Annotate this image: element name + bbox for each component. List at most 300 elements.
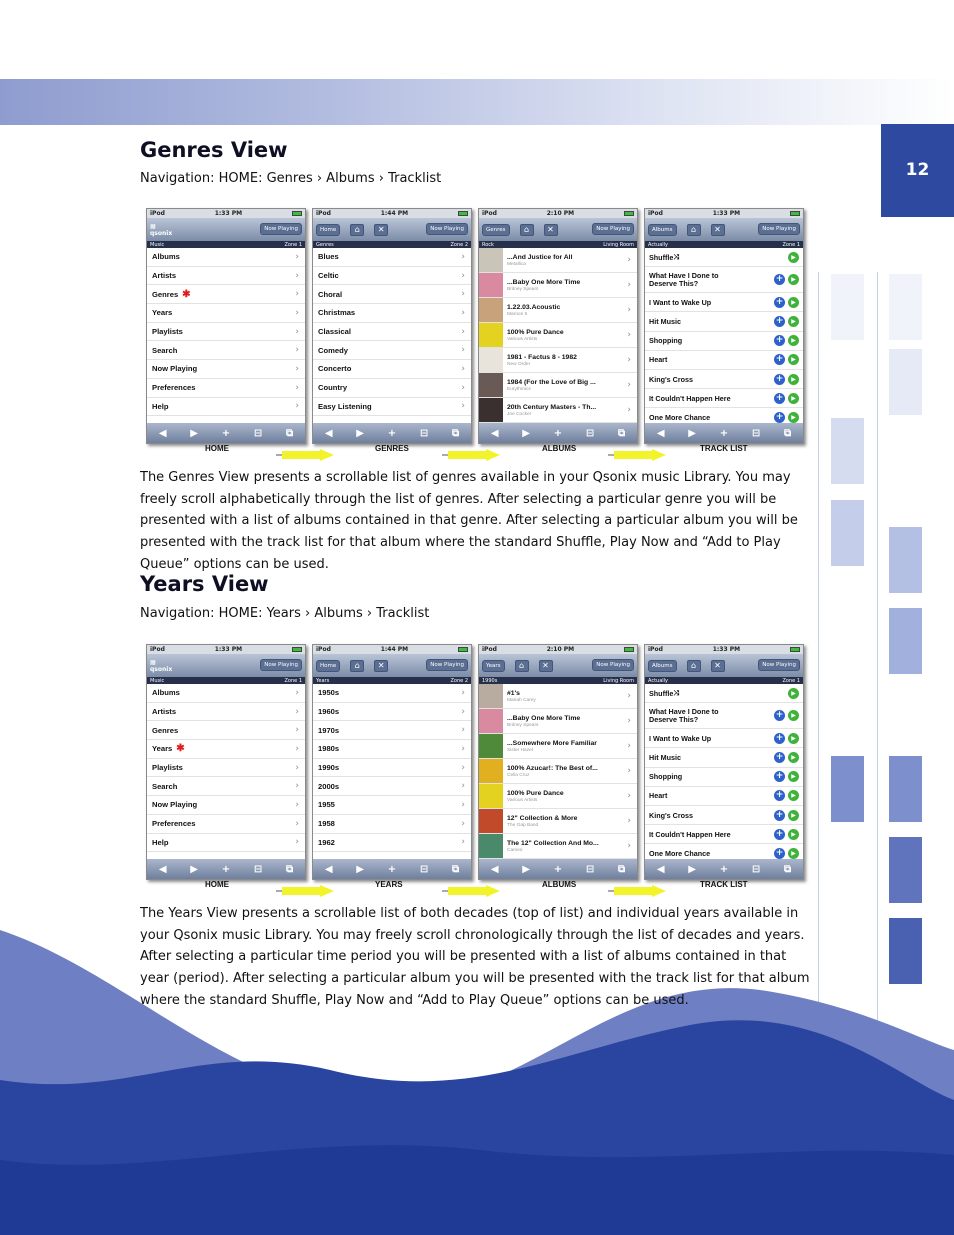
album-title: The 12" Collection And Mo... [507,839,599,847]
battery-icon [292,647,302,652]
menu-item[interactable] [147,759,305,778]
album-row[interactable] [479,298,637,323]
track-title: What Have I Done to Deserve This? [649,270,719,288]
back-icon[interactable]: ◀ [158,427,167,439]
menu-item-label: Playlists [152,327,183,337]
menu-item[interactable] [147,379,305,398]
shuffle-row[interactable] [645,684,803,703]
home-icon[interactable]: ⌂ [350,224,364,236]
shuffle-label: Shuffle [649,688,674,698]
album-artist: Maroon 5 [507,311,528,317]
album-art [479,734,503,758]
chevron-right-icon: › [295,289,299,300]
album-title: 12" Collection & More [507,814,578,822]
play-icon[interactable]: ▶ [788,393,799,404]
back-icon[interactable]: ◀ [490,863,499,875]
track-title: One More Chance [649,412,711,422]
menu-item[interactable] [147,323,305,342]
pages-icon[interactable]: ⧉ [285,427,294,439]
forward-icon[interactable]: ▶ [522,427,530,439]
play-icon[interactable]: ▶ [788,771,799,782]
list-item[interactable] [313,721,471,740]
track-row[interactable] [645,312,803,331]
chevron-right-icon: › [295,743,299,754]
chevron-right-icon: › [627,255,631,265]
chevron-right-icon: › [627,791,631,801]
play-icon[interactable]: ▶ [788,688,799,699]
track-title: It Couldn't Happen Here [649,829,731,839]
phone-albums-screen [478,208,638,444]
yellow-arrow-icon [608,449,668,461]
list-item[interactable] [313,398,471,417]
list-item[interactable] [313,703,471,722]
context-label: Actually [648,241,669,248]
row-buttons [774,393,799,404]
browser-toolbar [313,423,471,443]
menu-item[interactable] [147,248,305,267]
shuffle-icon: ⤨ [673,252,680,262]
album-art [479,373,503,397]
play-icon[interactable]: ▶ [788,316,799,327]
row-buttons [788,252,799,263]
album-artist: Various Artists [507,797,538,803]
bookmarks-icon[interactable]: ⊟ [585,427,595,439]
play-icon[interactable]: ▶ [788,848,799,859]
phone-tracklist-screen [644,208,804,444]
list-item[interactable] [313,759,471,778]
album-artist: New Order [507,361,531,367]
row-buttons [774,848,799,859]
zone-label: Zone 1 [782,677,800,684]
add-to-queue-icon[interactable]: + [775,809,784,820]
add-to-queue-icon[interactable]: + [775,828,784,839]
album-art [479,298,503,322]
decorative-square [889,837,922,903]
track-row[interactable] [645,267,803,293]
battery-icon [624,211,634,216]
play-icon[interactable]: ▶ [788,335,799,346]
chevron-right-icon: › [295,762,299,773]
bookmarks-icon[interactable]: ⊟ [751,863,761,875]
screenshot-strip [146,644,810,894]
album-art [479,348,503,372]
track-row[interactable] [645,370,803,389]
chevron-right-icon: › [461,837,465,848]
album-text [507,279,619,292]
tools-icon[interactable]: ✕ [374,224,388,236]
add-to-queue-icon[interactable]: + [775,790,784,801]
menu-item[interactable] [147,777,305,796]
chevron-right-icon: › [627,305,631,315]
add-to-queue-icon[interactable]: + [775,296,784,307]
list-item[interactable] [313,341,471,360]
add-to-queue-icon[interactable]: + [775,335,784,346]
add-icon[interactable]: + [387,427,397,439]
list-item-label: Country [318,383,348,393]
context-bar [313,677,471,684]
caption-label: TRACK LIST [700,444,748,453]
decorative-square [889,349,922,415]
context-label: Rock [482,241,494,248]
add-to-queue-icon[interactable]: + [775,732,784,743]
list-item[interactable] [313,285,471,304]
pages-icon[interactable]: ⧉ [783,863,792,875]
album-row[interactable] [479,809,637,834]
now-playing-button[interactable]: Now Playing [260,659,302,671]
bookmarks-icon[interactable]: ⊟ [585,863,595,875]
now-playing-button[interactable]: Now Playing [592,223,634,235]
tools-icon[interactable]: ✕ [374,660,388,672]
chevron-right-icon: › [627,766,631,776]
menu-item[interactable] [147,684,305,703]
track-title: I Want to Wake Up [649,297,712,307]
album-row[interactable] [479,248,637,273]
play-icon[interactable]: ▶ [788,810,799,821]
qsonix-logo [150,659,174,673]
menu-item[interactable] [147,796,305,815]
list-item[interactable] [313,304,471,323]
back-button[interactable]: Genres [482,224,510,236]
track-title: Heart [649,355,668,365]
menu-item[interactable] [147,740,305,759]
album-artist: Celia Cruz [507,772,530,778]
album-title: ...Baby One More Time [507,714,581,722]
browser-toolbar [313,859,471,879]
browser-toolbar [147,859,305,879]
album-art [479,784,503,808]
back-icon[interactable]: ◀ [656,427,665,439]
now-playing-button[interactable]: Now Playing [260,223,302,235]
track-row[interactable] [645,729,803,748]
shuffle-row[interactable] [645,248,803,267]
context-bar [313,241,471,248]
chevron-right-icon: › [627,816,631,826]
chevron-right-icon: › [461,725,465,736]
track-row[interactable] [645,332,803,351]
list-item[interactable] [313,248,471,267]
chevron-right-icon: › [295,837,299,848]
row-buttons [774,790,799,801]
menu-item-label: Playlists [152,763,183,773]
album-row[interactable] [479,784,637,809]
list-item[interactable] [313,834,471,853]
play-icon[interactable]: ▶ [788,733,799,744]
add-to-queue-icon[interactable]: + [775,315,784,326]
back-icon[interactable]: ◀ [324,863,333,875]
add-to-queue-icon[interactable]: + [775,411,784,422]
album-row[interactable] [479,709,637,734]
forward-icon[interactable]: ▶ [688,427,696,439]
play-icon[interactable]: ▶ [788,354,799,365]
context-label: Music [150,241,165,248]
add-to-queue-icon[interactable]: + [775,847,784,858]
chevron-right-icon: › [627,280,631,290]
tools-icon[interactable]: ✕ [711,224,725,236]
chevron-right-icon: › [461,307,465,318]
menu-item-label: Artists [152,707,177,717]
tools-icon[interactable]: ✕ [539,660,553,672]
add-icon[interactable]: + [387,863,397,875]
back-icon[interactable]: ◀ [158,863,167,875]
track-row[interactable] [645,806,803,825]
track-title: King's Cross [649,374,694,384]
track-row[interactable] [645,351,803,370]
row-buttons [774,829,799,840]
forward-icon[interactable]: ▶ [356,427,364,439]
list-item-label: Comedy [318,345,348,355]
album-artist: Various Artists [507,336,538,342]
category-list [313,684,471,867]
album-row[interactable] [479,398,637,423]
chevron-right-icon: › [295,818,299,829]
back-button[interactable]: Albums [648,660,677,672]
album-row[interactable] [479,373,637,398]
chevron-right-icon: › [461,799,465,810]
album-row[interactable] [479,684,637,709]
back-icon[interactable]: ◀ [656,863,665,875]
menu-item-label: Help [152,837,169,847]
back-button[interactable]: Home [316,224,340,236]
add-to-queue-icon[interactable]: + [775,274,784,285]
clock: 2:10 PM [546,210,575,217]
list-item[interactable] [313,777,471,796]
album-text [507,815,619,828]
play-icon[interactable]: ▶ [788,829,799,840]
now-playing-button[interactable]: Now Playing [758,659,800,671]
add-icon[interactable]: + [221,427,231,439]
add-to-queue-icon[interactable]: + [775,751,784,762]
add-to-queue-icon[interactable]: + [775,710,784,721]
album-artist: The Gap Band [507,822,539,828]
home-icon[interactable]: ⌂ [350,660,364,672]
context-bar [645,241,803,248]
play-icon[interactable]: ▶ [788,274,799,285]
context-bar [479,677,637,684]
album-row[interactable] [479,734,637,759]
row-buttons [774,374,799,385]
menu-item-label: Genres [152,725,179,735]
list-item-label: 1960s [318,707,340,717]
list-item[interactable] [313,684,471,703]
album-text [507,790,619,803]
chevron-right-icon: › [461,251,465,262]
play-icon[interactable]: ▶ [788,412,799,423]
album-text [507,354,619,367]
list-item[interactable] [313,379,471,398]
back-button[interactable]: Years [482,660,505,672]
track-row[interactable] [645,748,803,767]
menu-item[interactable] [147,304,305,323]
album-text [507,329,619,342]
zone-label: Zone 1 [782,241,800,248]
chevron-right-icon: › [627,716,631,726]
pages-icon[interactable]: ⧉ [285,863,294,875]
menu-item[interactable] [147,834,305,853]
phone-tracklist-screen [644,644,804,880]
home-icon[interactable]: ⌂ [687,224,701,236]
tools-icon[interactable]: ✕ [544,224,558,236]
play-icon[interactable]: ▶ [788,297,799,308]
track-title: It Couldn't Happen Here [649,393,731,403]
now-playing-button[interactable]: Now Playing [758,223,800,235]
bookmarks-icon[interactable]: ⊟ [253,427,263,439]
play-icon[interactable]: ▶ [788,752,799,763]
album-text [507,254,619,267]
back-button[interactable]: Home [316,660,340,672]
phone-albums-screen [478,644,638,880]
menu-item-label: Help [152,401,169,411]
carrier-label: iPod [316,646,331,653]
play-icon[interactable]: ▶ [788,710,799,721]
album-title: 1984 (For the Love of Big ... [507,378,596,386]
album-artist: Britney Spears [507,286,539,292]
chevron-right-icon: › [295,382,299,393]
bookmarks-icon[interactable]: ⊟ [751,427,761,439]
menu-item[interactable] [147,341,305,360]
list-item[interactable] [313,267,471,286]
decorative-square [889,608,922,674]
pages-icon[interactable]: ⧉ [617,427,626,439]
section-paragraph: The Genres View presents a scrollable list of genres available in your Qsonix music Library. You may freely scroll alphabetically through the list of genres. After selecting a particular genre you will be presented with a list of albums contained in that genre. After selecting a particular album you will be presented with the track list for that album where the standard Shuffle, Play Now and “Add to Play Queue” options can be used. [140,470,798,572]
back-icon[interactable]: ◀ [490,427,499,439]
list-item[interactable] [313,740,471,759]
add-icon[interactable]: + [553,427,563,439]
now-playing-button[interactable]: Now Playing [426,659,468,671]
menu-item-label: Now Playing [152,364,198,374]
album-artist: Britney Spears [507,722,539,728]
forward-icon[interactable]: ▶ [190,863,198,875]
album-row[interactable] [479,273,637,298]
decorative-square [831,274,864,340]
menu-item[interactable] [147,267,305,286]
menu-item[interactable] [147,360,305,379]
chevron-right-icon: › [627,405,631,415]
album-title: 100% Azucar!: The Best of... [507,764,598,772]
album-row[interactable] [479,323,637,348]
add-to-queue-icon[interactable]: + [775,771,784,782]
bookmarks-icon[interactable]: ⊟ [419,863,429,875]
row-buttons [774,274,799,285]
clock: 1:44 PM [380,210,409,217]
play-icon[interactable]: ▶ [788,374,799,385]
list-item-label: Classical [318,327,351,337]
forward-icon[interactable]: ▶ [356,863,364,875]
list-item[interactable] [313,360,471,379]
add-icon[interactable]: + [719,427,729,439]
menu-item[interactable] [147,703,305,722]
album-row[interactable] [479,348,637,373]
home-icon[interactable]: ⌂ [520,224,534,236]
chevron-right-icon: › [461,743,465,754]
bookmarks-icon[interactable]: ⊟ [253,863,263,875]
chevron-right-icon: › [461,706,465,717]
forward-icon[interactable]: ▶ [190,427,198,439]
row-buttons [774,297,799,308]
tools-icon[interactable]: ✕ [711,660,725,672]
add-icon[interactable]: + [719,863,729,875]
section-paragraph: The Years View presents a scrollable list of both decades (top of list) and individual years available in your Qsonix music Library. You may freely scroll chronologically through the list of decades and years. After selecting a particular time period you will be presented with a list of albums contained in that year (period). After selecting a particular album you will be presented with the track list for that album where the standard Shuffle, Play Now and “Add to Play Queue” options can be used. [140,906,810,1008]
menu-list [147,684,305,867]
album-row[interactable] [479,759,637,784]
add-icon[interactable]: + [553,863,563,875]
pages-icon[interactable]: ⧉ [783,427,792,439]
track-row[interactable] [645,293,803,312]
play-icon[interactable]: ▶ [788,790,799,801]
album-row[interactable] [479,834,637,859]
list-item[interactable] [313,796,471,815]
track-row[interactable] [645,787,803,806]
chevron-right-icon: › [295,799,299,810]
album-art [479,248,503,272]
album-art [479,398,503,422]
list-item[interactable] [313,323,471,342]
menu-item[interactable] [147,285,305,304]
pages-icon[interactable]: ⧉ [451,863,460,875]
chevron-right-icon: › [461,289,465,300]
chevron-right-icon: › [295,270,299,281]
list-item[interactable] [313,815,471,834]
add-to-queue-icon[interactable]: + [775,373,784,384]
track-row[interactable] [645,768,803,787]
now-playing-button[interactable]: Now Playing [592,659,634,671]
track-row[interactable] [645,389,803,408]
carrier-label: iPod [150,210,165,217]
home-icon[interactable]: ⌂ [515,660,529,672]
carrier-label: iPod [648,210,663,217]
menu-item-label: Search [152,781,178,791]
bookmarks-icon[interactable]: ⊟ [419,427,429,439]
menu-item[interactable] [147,815,305,834]
add-icon[interactable]: + [221,863,231,875]
logo-text: qsonix [150,665,173,673]
back-button[interactable]: Albums [648,224,677,236]
album-title: ...And Justice for All [507,253,573,261]
add-to-queue-icon[interactable]: + [775,392,784,403]
play-icon[interactable]: ▶ [788,252,799,263]
row-buttons [774,752,799,763]
chevron-right-icon: › [461,345,465,356]
menu-item[interactable] [147,398,305,417]
track-row[interactable] [645,825,803,844]
album-artist: Eurythmics [507,386,531,392]
context-label: 1990s [482,677,498,684]
chevron-right-icon: › [295,307,299,318]
battery-icon [458,647,468,652]
album-title: 1981 - Factus 8 - 1982 [507,353,577,361]
album-artist: Joe Cocker [507,411,532,417]
forward-icon[interactable]: ▶ [688,863,696,875]
chevron-right-icon: › [627,330,631,340]
context-label: Music [150,677,165,684]
list-item-label: 1990s [318,763,340,773]
home-icon[interactable]: ⌂ [687,660,701,672]
back-icon[interactable]: ◀ [324,427,333,439]
menu-item[interactable] [147,721,305,740]
section-title: Genres View [140,138,288,162]
zone-label: Zone 2 [450,677,468,684]
pages-icon[interactable]: ⧉ [451,427,460,439]
status-bar [479,645,637,654]
track-row[interactable] [645,703,803,729]
album-text [507,765,619,778]
album-art [479,684,503,708]
forward-icon[interactable]: ▶ [522,863,530,875]
album-text [507,379,619,392]
add-to-queue-icon[interactable]: + [775,354,784,365]
menu-item-label: Years [152,308,173,318]
now-playing-button[interactable]: Now Playing [426,223,468,235]
pages-icon[interactable]: ⧉ [617,863,626,875]
